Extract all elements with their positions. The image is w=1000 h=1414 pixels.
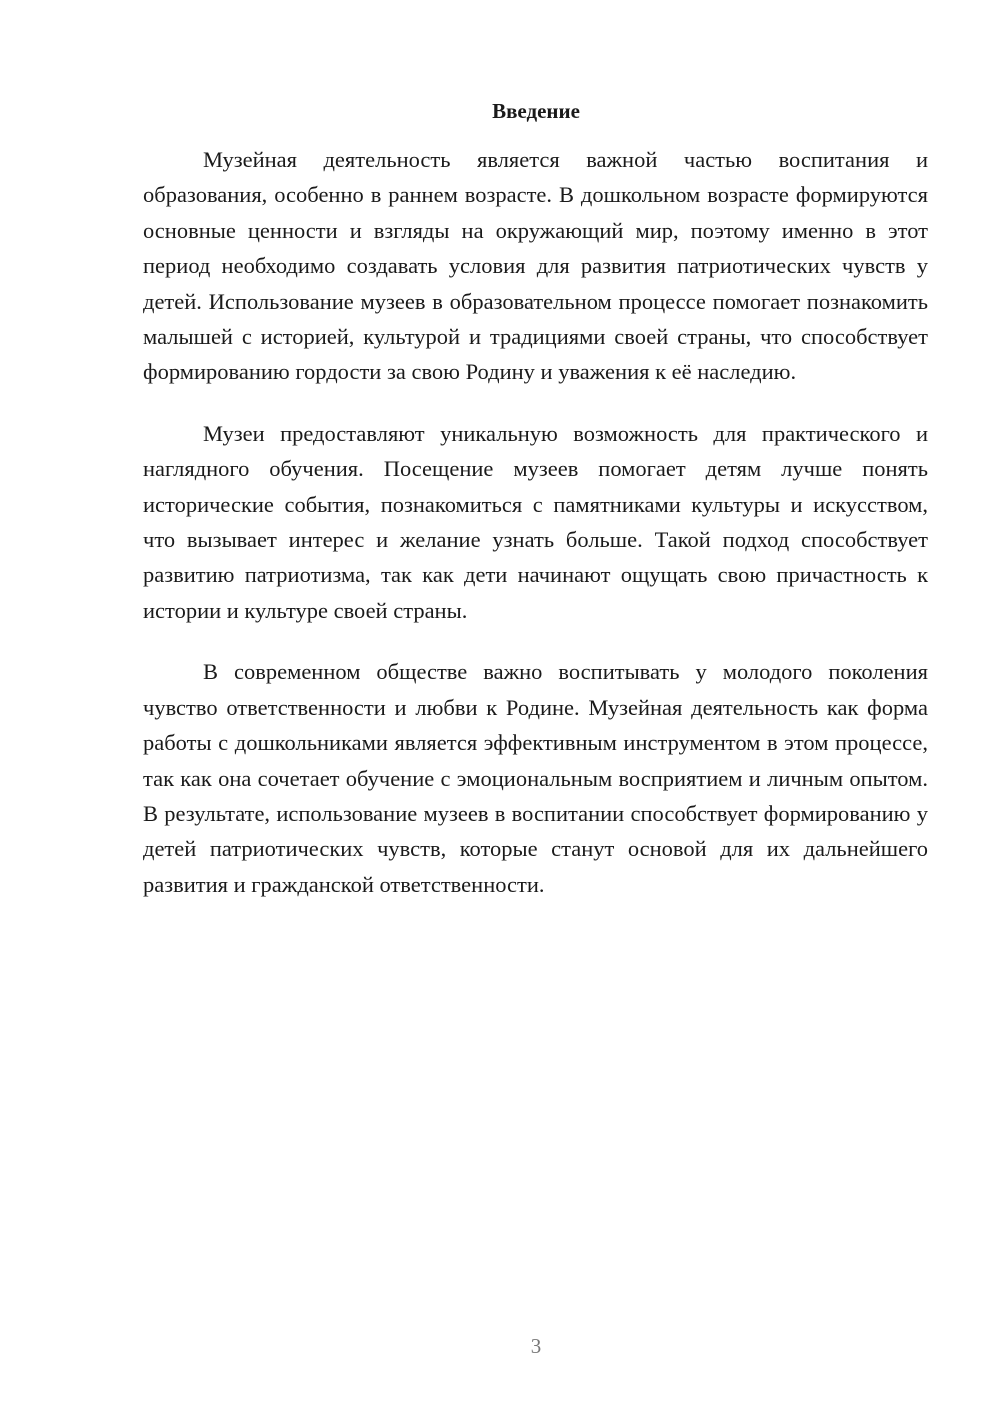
paragraph-3: В современном обществе важно воспитывать у молодого поколения чувство ответственности и любви к Родине. Музейная деятельность как форма работы с дошкольниками является эффективным инструментом в этом процессе, так как она сочетает обучение с эмоциональным восприятием и личным опытом. В результате, использование музеев в воспитании способствует формированию у детей патриотических чувств, которые станут основой для их дальнейшего развития и гражданской ответственности. <box>143 659 928 897</box>
page-number: 3 <box>530 1334 542 1358</box>
paragraph-1: Музейная деятельность является важной частью воспитания и образования, особенно в раннем возрасте. В дошкольном возрасте формируются основные ценности и взгляды на окружающий мир, поэтому именно в этот период необходимо создавать условия для развития патриотических чувств у детей. Использование музеев в образовательном процессе помогает познакомить малышей с историей, культурой и традициями своей страны, что способствует формированию гордости за свою Родину и уважения к её наследию. <box>143 147 928 385</box>
body-text <box>143 142 928 928</box>
section-heading: Введение <box>492 99 580 123</box>
paragraph-2: Музеи предоставляют уникальную возможность для практического и наглядного обучения. Посещение музеев помогает детям лучше понять исторические события, познакомиться с памятниками культуры и искусством, что вызывает интерес и желание узнать больше. Такой подход способствует развитию патриотизма, так как дети начинают ощущать свою причастность к истории и культуре своей страны. <box>143 420 928 623</box>
